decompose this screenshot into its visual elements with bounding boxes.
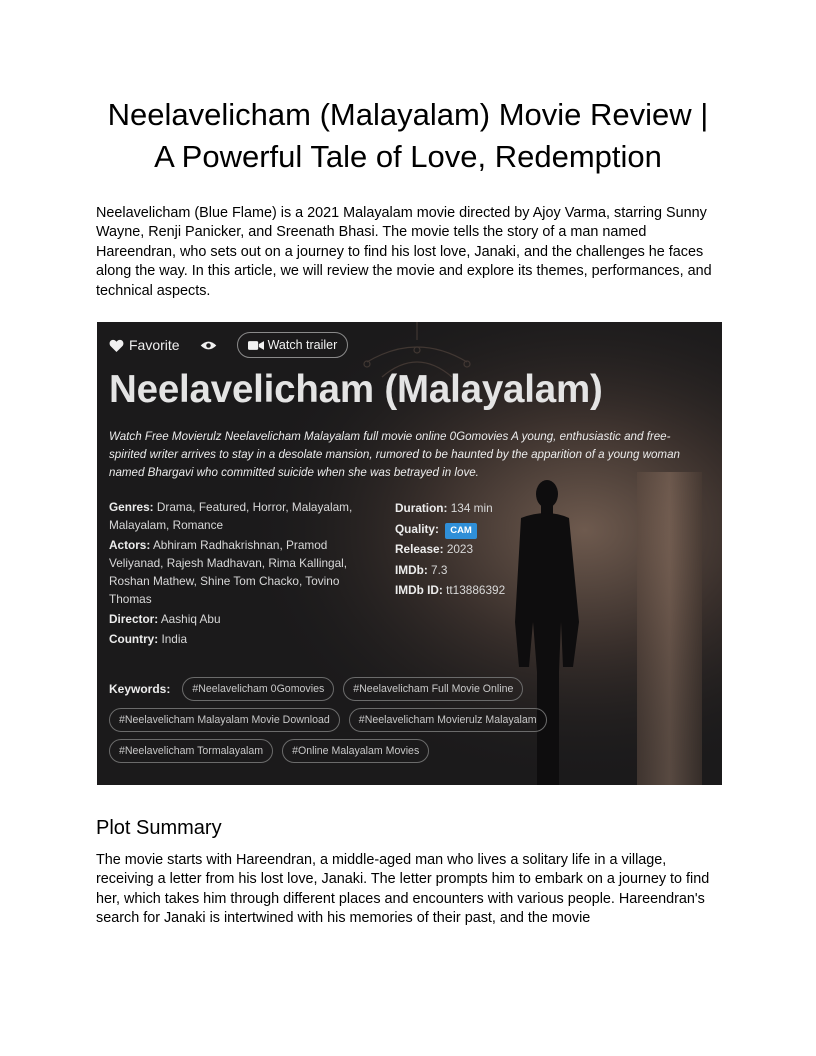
imdb-label: IMDb: (395, 562, 428, 577)
imdb-value: 7.3 (431, 562, 448, 577)
plot-summary-heading: Plot Summary (96, 817, 222, 839)
watchlist-button[interactable] (200, 340, 217, 351)
actors-label: Actors: (109, 538, 151, 552)
movie-poster-image (97, 322, 722, 785)
actors-row (109, 536, 379, 608)
director-row (109, 610, 379, 628)
release-label: Release: (395, 542, 444, 556)
release-row (395, 539, 595, 560)
release-value: 2023 (446, 542, 474, 556)
duration-label: Duration: (395, 501, 448, 515)
keyword-tag[interactable]: #Neelavelicham Full Movie Online (343, 677, 523, 701)
eye-icon (200, 340, 217, 351)
keywords-section (109, 677, 709, 770)
quality-row (395, 519, 595, 540)
duration-row (395, 498, 595, 519)
keywords-row-3 (109, 739, 709, 763)
keywords-label: Keywords: (109, 682, 171, 696)
genres-value: Drama, Featured, Horror, Malayalam, Malayalam, Romance (109, 500, 353, 532)
page-title: Neelavelicham (Malayalam) Movie Review | A Powerful Tale of Love, Redemption (107, 97, 709, 174)
watch-trailer-button[interactable] (237, 332, 349, 358)
keyword-tag[interactable]: #Neelavelicham 0Gomovies (182, 677, 334, 701)
keywords-row-2 (109, 708, 709, 732)
watch-trailer-label: Watch trailer (267, 338, 338, 352)
country-label: Country: (109, 632, 159, 646)
imdb-id-value: tt13886392 (446, 583, 506, 597)
quality-badge: CAM (445, 523, 477, 539)
poster-toolbar (109, 332, 348, 358)
movie-synopsis: Watch Free Movierulz Neelavelicham Malayalam full movie online 0Gomovies A young, enthusiastic and free-spirited writer arrives to stay in a desolate mansion, rumored to be haunted by the apparition of a young woman named Bhargavi who committed suicide when she was betrayed in love. (109, 430, 680, 479)
keyword-tag[interactable]: #Neelavelicham Malayalam Movie Download (109, 708, 340, 732)
video-camera-icon (248, 340, 264, 351)
keyword-tag[interactable]: #Neelavelicham Movierulz Malayalam (349, 708, 547, 732)
genres-label: Genres: (109, 500, 154, 514)
country-value: India (161, 632, 188, 646)
genres-row (109, 498, 379, 534)
keyword-tag[interactable]: #Online Malayalam Movies (282, 739, 429, 763)
imdb-id-row (395, 580, 595, 601)
favorite-button[interactable] (109, 337, 180, 353)
quality-label: Quality: (395, 521, 439, 536)
movie-title: Neelavelicham (Malayalam) (109, 368, 603, 411)
imdb-id-label: IMDb ID: (395, 583, 443, 597)
imdb-row (395, 560, 595, 581)
intro-paragraph: Neelavelicham (Blue Flame) is a 2021 Malayalam movie directed by Ajoy Varma, starring Sunny Wayne, Renji Panicker, and Sreenath Bhasi. The movie tells the story of a man named Hareendran, who sets out on a journey to find his lost love, Janaki, and the challenges he faces along the way. In this article, we will review the movie and explore its themes, performances, and technical aspects. (96, 205, 712, 299)
favorite-label: Favorite (129, 337, 180, 353)
plot-summary-paragraph: The movie starts with Hareendran, a middle-aged man who lives a solitary life in a village, receiving a letter from his lost love, Janaki. The letter prompts him to embark on a journey to find her, which takes him through different places and encounters with various people. Hareendran's search for Janaki is intertwined with his memories of their past, and the movie (96, 852, 710, 927)
actors-value: Abhiram Radhakrishnan, Pramod Veliyanad, Rajesh Madhavan, Rima Kallingal, Roshan Mathew, Shine Tom Chacko, Tovino Thomas (109, 538, 348, 606)
details-right-column (395, 498, 595, 601)
director-label: Director: (109, 612, 159, 626)
country-row (109, 630, 379, 648)
heart-icon (109, 339, 124, 352)
duration-value: 134 min (450, 501, 493, 515)
keyword-tag[interactable]: #Neelavelicham Tormalayalam (109, 739, 273, 763)
details-left-column (109, 498, 379, 650)
director-value: Aashiq Abu (160, 612, 221, 626)
keywords-row-1 (109, 677, 709, 701)
